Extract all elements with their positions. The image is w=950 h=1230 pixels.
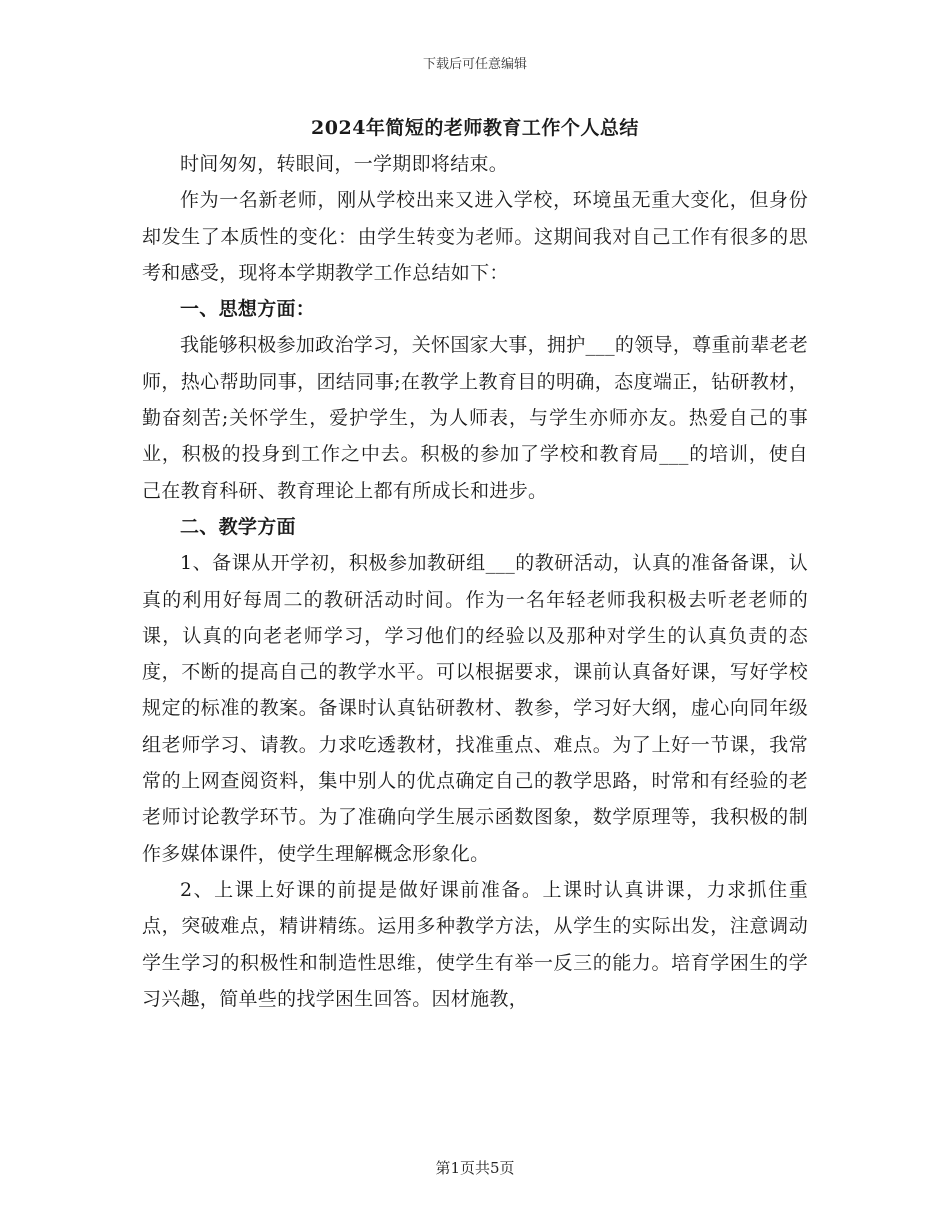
page-header-note: 下载后可任意编辑 [422, 57, 527, 72]
paragraph-classroom: 2、上课上好课的前提是做好课前准备。上课时认真讲课，力求抓住重点，突破难点，精讲精练。运用多种教学方法，从学生的实际出发，注意调动学生学习的积极性和制造性思维，使学生有举一反三的能力。培育学困生的学习兴趣，简单些的找学困生回答。因材施教， [142, 878, 808, 1010]
document-title: 2024年简短的老师教育工作个人总结 [311, 117, 639, 139]
paragraph-ideology: 我能够积极参加政治学习，关怀国家大事，拥护___的领导，尊重前辈老老师，热心帮助同事，团结同事;在教学上教育目的明确，态度端正，钻研教材，勤奋刻苦;关怀学生，爱护学生，为人师表，与学生亦师亦友。热爱自己的事业，积极的投身到工作之中去。积极的参加了学校和教育局___的培训，使自己在教育科研、教育理论上都有所成长和进步。 [142, 334, 808, 502]
paragraph-background: 作为一名新老师，刚从学校出来又进入学校，环境虽无重大变化，但身份却发生了本质性的变化：由学生转变为老师。这期间我对自己工作有很多的思考和感受，现将本学期教学工作总结如下： [142, 189, 808, 284]
page-number: 第1页共5页 [435, 1159, 515, 1177]
paragraph-intro: 时间匆匆，转眼间，一学期即将结束。 [180, 153, 509, 175]
section-heading-teaching: 二、教学方面 [180, 515, 296, 538]
section-heading-ideology: 一、思想方面： [180, 298, 316, 321]
paragraph-lesson-prep: 1、备课从开学初，积极参加教研组___的教研活动，认真的准备备课，认真的利用好每周二的教研活动时间。作为一名年轻老师我积极去听老老师的课，认真的向老老师学习，学习他们的经验以及那种对学生的认真负责的态度，不断的提高自己的教学水平。可以根据要求，课前认真备好课，写好学校规定的标准的教案。备课时认真钻研教材、教参，学习好大纲，虚心向同年级组老师学习、请教。力求吃透教材，找准重点、难点。为了上好一节课，我常常的上网查阅资料，集中别人的优点确定自己的教学思路，时常和有经验的老老师讨论教学环节。为了准确向学生展示函数图象，数学原理等，我积极的制作多媒体课件，使学生理解概念形象化。 [142, 552, 808, 865]
document-body [142, 146, 808, 1017]
